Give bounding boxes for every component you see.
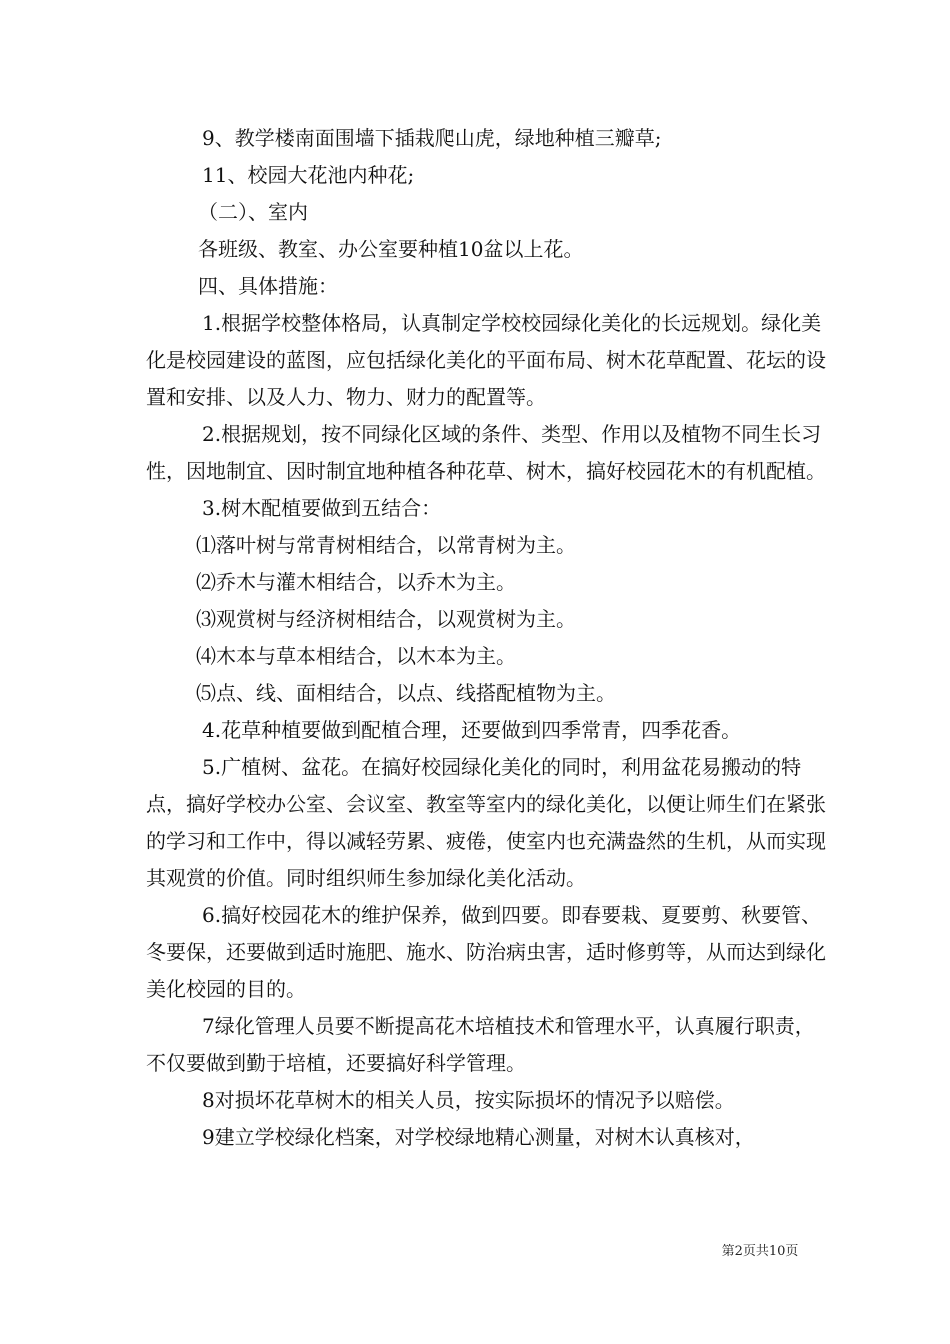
paragraph: 11、校园大花池内种花; [202,163,415,187]
paragraph: 7绿化管理人员要不断提高花木培植技术和管理水平，认真履行职责，不仅要做到勤于培植，还要搞好科学管理。 [146,1014,815,1075]
list-item: ⑵乔木与灌木相结合，以乔木为主。 [196,570,516,594]
paragraph: 4.花草种植要做到配植合理，还要做到四季常青，四季花香。 [202,718,742,742]
paragraph: 5.广植树、盆花。在搞好校园绿化美化的同时，利用盆花易搬动的特点，搞好学校办公室、会议室、教室等室内的绿化美化，以便让师生们在紧张的学习和工作中，得以减轻劳累、疲倦，使室内也充满盎然的生机，从而实现其观赏的价值。同时组织师生参加绿化美化活动。 [146,755,826,890]
paragraph: 1.根据学校整体格局，认真制定学校校园绿化美化的长远规划。绿化美化是校园建设的蓝图，应包括绿化美化的平面布局、树木花草配置、花坛的设置和安排、以及人力、物力、财力的配置等。 [146,311,826,409]
section-heading: 四、具体措施： [198,274,338,298]
paragraph: 8对损坏花草树木的相关人员，按实际损坏的情况予以赔偿。 [202,1088,735,1112]
paragraph: 3.树木配植要做到五结合： [202,496,442,520]
paragraph: 各班级、教室、办公室要种植10盆以上花。 [198,237,584,261]
paragraph: 2.根据规划，按不同绿化区域的条件、类型、作用以及植物不同生长习性，因地制宜、因时制宜地种植各种花草、树木，搞好校园花木的有机配植。 [146,422,826,483]
paragraph: 9建立学校绿化档案，对学校绿地精心测量，对树木认真核对， [202,1125,755,1149]
paragraph: 9、教学楼南面围墙下插栽爬山虎，绿地种植三瓣草; [202,126,662,150]
list-item: ⑷木本与草本相结合，以木本为主。 [196,644,516,668]
list-item: ⑸点、线、面相结合，以点、线搭配植物为主。 [196,681,616,705]
list-item: ⑶观赏树与经济树相结合，以观赏树为主。 [196,607,576,631]
document-body [146,120,826,1156]
paragraph: 6.搞好校园花木的维护保养，做到四要。即春要栽、夏要剪、秋要管、冬要保，还要做到适时施肥、施水、防治病虫害，适时修剪等，从而达到绿化美化校园的目的。 [146,903,826,1001]
section-heading: （二）、室内 [198,200,308,224]
page-number: 第2页共10页 [721,1244,799,1259]
list-item: ⑴落叶树与常青树相结合，以常青树为主。 [196,533,576,557]
